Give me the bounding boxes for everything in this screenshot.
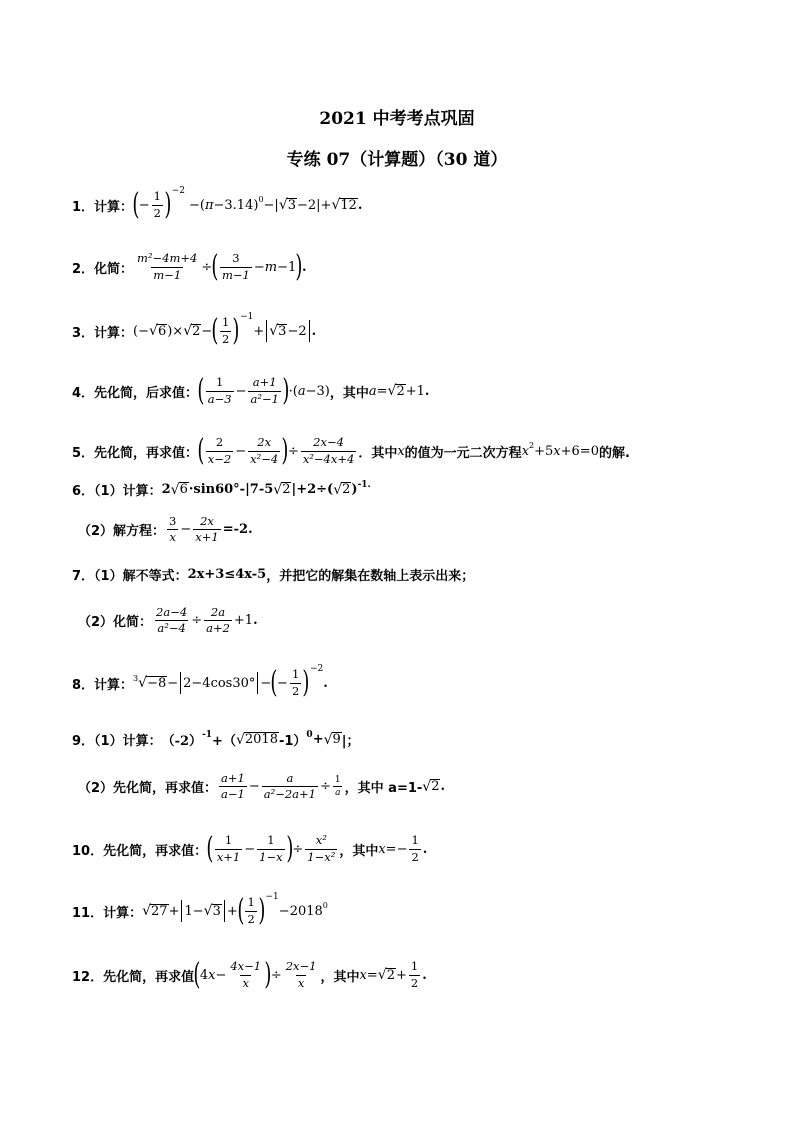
- problem-5-var: x: [397, 443, 405, 459]
- problem-5-expression: ( $\frac{2}{x-2}$ − $\frac{2x}{\text{x²−4}}$ ) ÷ $\frac{2x-4}{\text{x²−4x+4}}$: [197, 433, 355, 468]
- problem-12-label: 12．先化简，再求值: [72, 969, 195, 985]
- problem-6-1-coef: 2: [161, 482, 171, 497]
- problem-9-2-end: .: [440, 779, 446, 795]
- problem-10-where: ，其中: [339, 843, 379, 859]
- problem-8-end: .: [323, 675, 328, 691]
- problem-6-1-sqrt2b: √ 2: [333, 481, 351, 498]
- problem-12-end: .: [422, 967, 427, 983]
- problem-7-2-label: （2）化简：: [78, 615, 153, 631]
- problem-10: [72, 831, 428, 866]
- problem-7-1-inequality: 2x+3≤4x-5: [187, 567, 267, 582]
- problem-2: [72, 249, 307, 284]
- problem-9-2-where: ，其中 a=1-: [344, 781, 423, 797]
- problem-10-end: .: [422, 841, 428, 857]
- problem-9-1-part1: +（: [212, 734, 236, 749]
- problem-4-where: ，其中: [329, 385, 369, 401]
- problem-6-1-label: 6．（1）计算：: [72, 484, 162, 499]
- problem-2-end: .: [301, 259, 307, 275]
- problem-9-2: [78, 772, 445, 801]
- problem-12-value: x = √ 2 + $\frac{1}{2}$: [359, 959, 419, 990]
- problem-6-1-part2: |+2÷(: [291, 482, 334, 497]
- problem-11: [72, 892, 328, 928]
- problem-5: [72, 433, 630, 468]
- problem-1: [72, 186, 363, 222]
- problem-8: [72, 664, 328, 700]
- problem-7-1: [72, 565, 474, 584]
- problem-4: [72, 373, 430, 408]
- problem-6-1-part1: ·sin60°-|7-5: [188, 482, 274, 497]
- problem-7-1-label: 7．（1）解不等式：: [72, 569, 188, 584]
- problem-9-2-expression: $\frac{a+1}{a-1}$ − $\frac{a}{\text{a²−2a+1}}$ ÷ $\frac{1}{a}$: [221, 771, 341, 802]
- problem-9-1-part4: |；: [341, 734, 360, 749]
- problem-2-label: 2．化简：: [72, 261, 134, 277]
- problem-3-end: .: [311, 323, 317, 339]
- problem-9-1-label: 9．（1）计算：: [72, 734, 162, 749]
- problem-6-2: [78, 515, 253, 544]
- problem-6-1-part3: ): [351, 482, 358, 497]
- problem-8-expression: 3 √ −8 − 2−4cos30° − ( − $\frac{1}{2}$ ) −2: [133, 664, 324, 700]
- problem-4-value: a = √ 2 +1: [368, 383, 425, 399]
- problem-8-label: 8．计算：: [72, 677, 134, 693]
- problem-6-1-sqrt6: √ 6: [170, 481, 188, 498]
- problem-9-1-part3: +: [312, 732, 324, 747]
- problem-7-2-expression: $\frac{2a-4}{\text{a²−4}}$ ÷ $\frac{2a}{a+2}$ +1: [156, 605, 254, 636]
- problem-6-1-part4: -1.: [357, 479, 371, 490]
- problem-9-2-sqrt2: √ 2: [422, 778, 440, 795]
- problem-7-2-end: .: [253, 613, 258, 629]
- problem-12-where: ，其中: [320, 969, 360, 985]
- problem-4-end: .: [424, 383, 430, 399]
- problem-10-label: 10．先化简，再求值：: [72, 843, 208, 859]
- problem-1-label: 1．计算：: [72, 199, 134, 215]
- problem-12: [72, 957, 427, 992]
- problem-7-2: [78, 606, 258, 635]
- problem-12-expression: ( 4 x − $\frac{4x-1}{x}$ ) ÷ $\frac{2x-1}{x}$: [193, 957, 317, 992]
- problem-3-expression: (− √ 6 )× √ 2 − ( $\frac{1}{2}$ ) −1 + √ 3 −2: [133, 316, 312, 346]
- problem-5-label: 5．先化简，再求值：: [72, 445, 199, 461]
- problem-4-label: 4．先化简，后求值：: [72, 385, 199, 401]
- problem-5-end: 的解.: [598, 445, 630, 461]
- problem-5-equation: x 2 +5 x +6=0: [521, 440, 599, 459]
- problem-9-1-base: （-2）: [161, 734, 203, 749]
- problem-6-2-label: （2）解方程：: [78, 524, 166, 540]
- problem-6-1: [72, 480, 371, 499]
- problem-2-expression: $\frac{\text{m²−4m+4}}{m-1}$ ÷ ( $\frac{3}{m-1}$ − m −1 ): [137, 249, 303, 284]
- problem-10-value: x =− $\frac{1}{2}$: [378, 833, 419, 864]
- problem-10-expression: ( $\frac{1}{x+1}$ − $\frac{1}{1-x}$ ) ÷ $\frac{\text{x²}}{\text{1−x²}}$: [206, 831, 336, 866]
- problem-9-1: [72, 730, 360, 749]
- problem-9-2-label: （2）先化简，再求值：: [78, 781, 218, 797]
- problem-3-label: 3．计算：: [72, 325, 134, 341]
- problem-9-1-part2: -1）: [278, 734, 307, 749]
- problem-6-2-expression: $\frac{3}{x}$ − $\frac{2x}{x+1}$: [169, 514, 219, 545]
- problem-6-2-end: =-2.: [222, 522, 253, 538]
- problem-1-expression: ( − $\frac{1}{2}$ ) −2 −( π −3.14) 0 −| √ 3 −2|+ √ 12: [132, 186, 357, 222]
- problem-6-1-sqrt2a: √ 2: [273, 481, 291, 498]
- problem-3: [72, 312, 317, 348]
- page-subtitle: 专练 07（计算题）（30 道）: [286, 150, 508, 170]
- problem-4-expression: ( $\frac{1}{a-3}$ − $\frac{a+1}{\text{a²−1}}$ ) ·( a −3): [197, 373, 330, 408]
- problem-9-1-exp0: 0: [306, 729, 313, 740]
- problem-11-expression: √ 27 + 1− √ 3 + ( $\frac{1}{2}$ ) −1 −2018 0: [142, 892, 328, 928]
- problem-1-end: .: [357, 197, 363, 213]
- page-title: 2021 中考考点巩固: [319, 109, 475, 129]
- problem-5-where: ．其中: [358, 445, 398, 461]
- problem-9-1-sqrt9: √ 9: [323, 731, 341, 748]
- problem-9-1-exp: -1: [202, 729, 213, 740]
- problem-9-1-sqrt2018: √ 2018: [235, 731, 278, 748]
- problem-7-1-text: ，并把它的解集在数轴上表示出来；: [266, 569, 475, 584]
- problem-5-text: 的值为一元二次方程: [404, 445, 522, 461]
- problem-11-label: 11．计算：: [72, 905, 143, 921]
